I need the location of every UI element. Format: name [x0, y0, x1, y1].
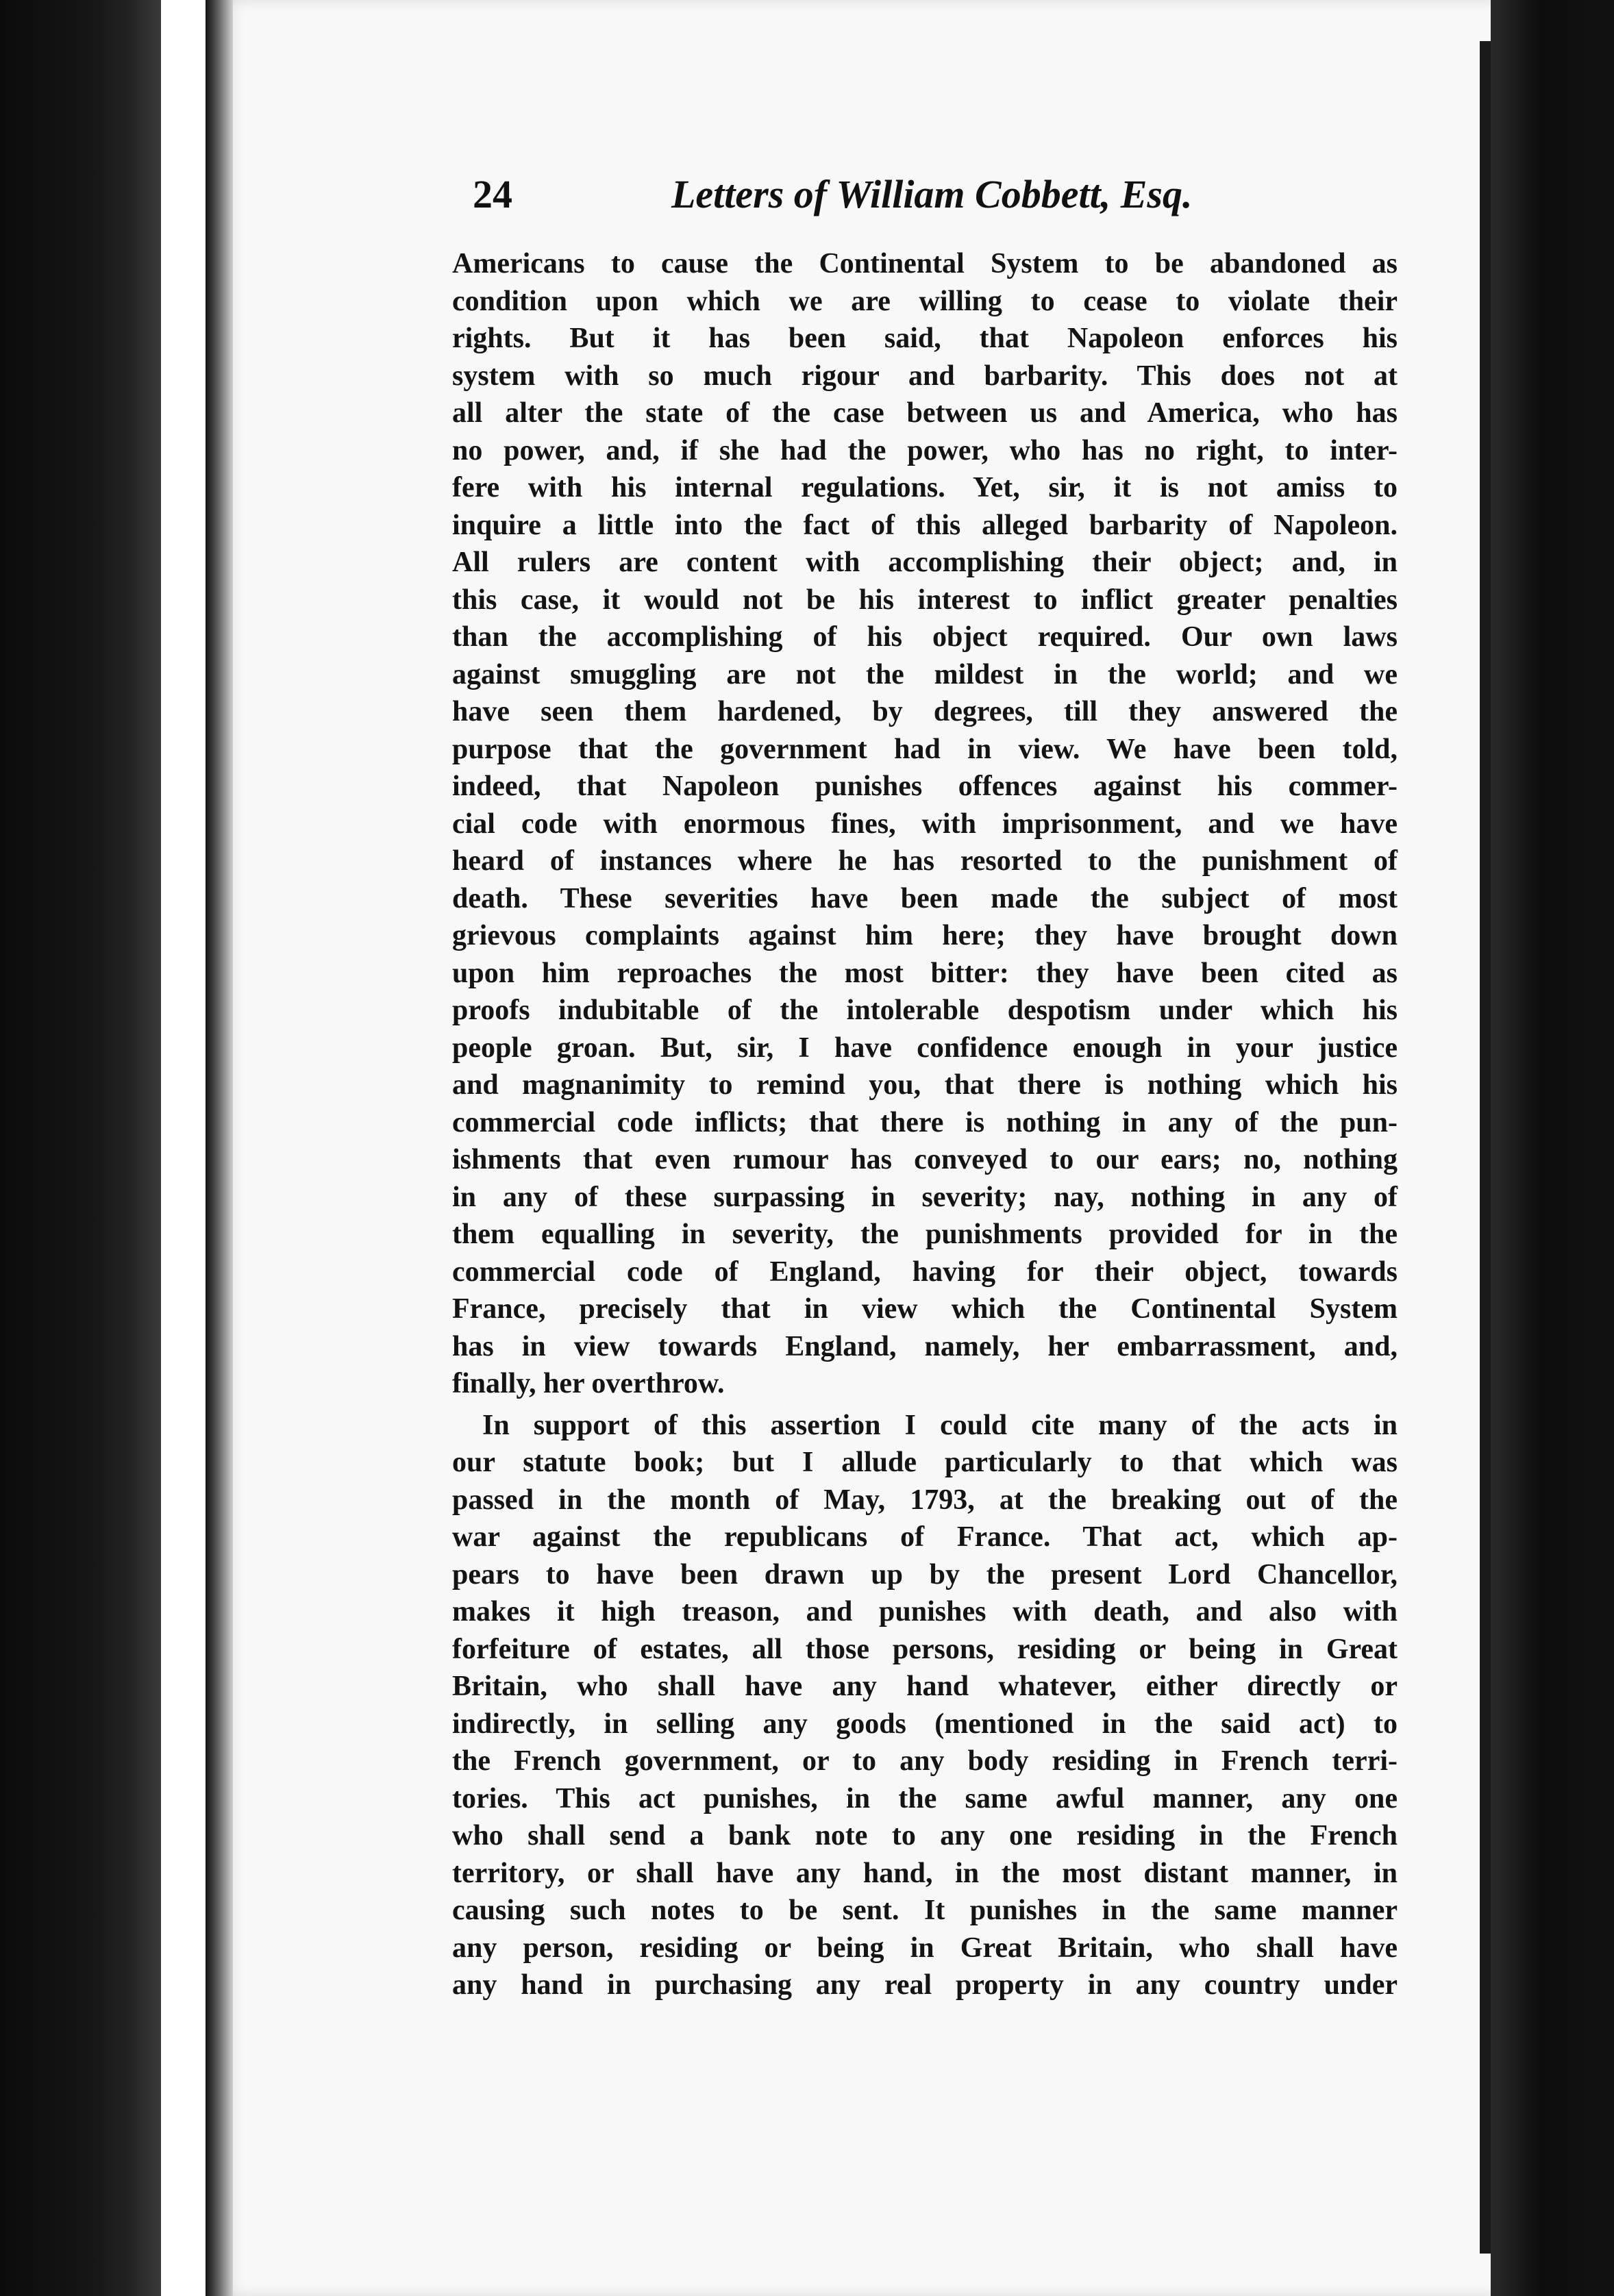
text-line: has in view towards England, namely, her embarrassment, and,: [452, 1330, 1398, 1362]
text-line: forfeiture of estates, all those persons, residing or being in Great: [452, 1633, 1398, 1665]
text-line: indeed, that Napoleon punishes offences against his commer-: [452, 771, 1398, 802]
text-line: finally, her overthrow.: [452, 1368, 725, 1399]
page-number: 24: [473, 172, 512, 216]
text-line: inquire a little into the fact of this alleged barbarity of Napoleon.: [452, 509, 1398, 541]
text-line: cial code with enormous fines, with imprisonment, and we have: [452, 808, 1398, 840]
text-line: Americans to cause the Continental System to be abandoned as: [452, 248, 1398, 279]
text-line: fere with his internal regulations. Yet, sir, it is not amiss to: [452, 472, 1398, 503]
text-line: proofs indubitable of the intolerable despotism under which his: [452, 995, 1398, 1026]
text-line: our statute book; but I allude particularly to that which was: [452, 1447, 1398, 1478]
text-line: upon him reproaches the most bitter: they have been cited as: [452, 957, 1398, 989]
text-line: any person, residing or being in Great Britain, who shall have: [452, 1932, 1398, 1964]
text-line: causing such notes to be sent. It punishes in the same manner: [452, 1895, 1398, 1926]
text-line: the French government, or to any body residing in French terri-: [452, 1745, 1398, 1777]
text-line: in any of these surpassing in severity; nay, nothing in any of: [452, 1181, 1398, 1213]
page-torn-edge: [206, 0, 233, 2296]
text-line: grievous complaints against him here; they have brought down: [452, 920, 1398, 951]
body-text: [452, 245, 1398, 2004]
paragraph-1: [452, 245, 1398, 1403]
text-line: France, precisely that in view which the Continental System: [452, 1293, 1398, 1325]
text-line: no power, and, if she had the power, who has no right, to inter-: [452, 434, 1398, 466]
text-line: commercial code inflicts; that there is nothing in any of the pun-: [452, 1106, 1398, 1138]
running-header: [473, 171, 1404, 226]
text-line: All rulers are content with accomplishing their object; and, in: [452, 547, 1398, 578]
text-line: people groan. But, sir, I have confidence enough in your justice: [452, 1032, 1398, 1064]
text-line: any hand in purchasing any real property in any country under: [452, 1969, 1398, 2001]
text-line: passed in the month of May, 1793, at the breaking out of the: [452, 1484, 1398, 1516]
text-line: Britain, who shall have any hand whatever, either directly or: [452, 1671, 1398, 1702]
text-line: indirectly, in selling any goods (mentioned in the said act) to: [452, 1708, 1398, 1740]
text-line: commercial code of England, having for their object, towards: [452, 1256, 1398, 1288]
scan-left-margin: [0, 0, 161, 2296]
text-line: war against the republicans of France. That act, which ap-: [452, 1521, 1398, 1553]
text-line: and magnanimity to remind you, that there is nothing which his: [452, 1069, 1398, 1101]
text-line: rights. But it has been said, that Napoleon enforces his: [452, 323, 1398, 354]
running-title: Letters of William Cobbett, Esq.: [671, 172, 1193, 216]
text-line: condition upon which we are willing to cease to violate their: [452, 285, 1398, 317]
text-line: makes it high treason, and punishes with death, and also with: [452, 1596, 1398, 1627]
text-line: ishments that even rumour has conveyed to our ears; no, nothing: [452, 1144, 1398, 1175]
text-line: purpose that the government had in view. We have been told,: [452, 733, 1398, 765]
paragraph-2: [452, 1407, 1398, 2004]
text-line: system with so much rigour and barbarity. This does not at: [452, 360, 1398, 392]
text-line: territory, or shall have any hand, in the most distant manner, in: [452, 1857, 1398, 1889]
text-line: In support of this assertion I could cite many of the acts in: [482, 1409, 1398, 1441]
text-line: who shall send a bank note to any one residing in the French: [452, 1820, 1398, 1851]
text-line: this case, it would not be his interest to inflict greater penalties: [452, 584, 1398, 616]
text-line: tories. This act punishes, in the same awful manner, any one: [452, 1782, 1398, 1814]
text-line: than the accomplishing of his object required. Our own laws: [452, 621, 1398, 653]
text-line: them equalling in severity, the punishments provided for in the: [452, 1219, 1398, 1250]
text-line: death. These severities have been made the subject of most: [452, 882, 1398, 914]
scan-right-margin: [1491, 0, 1614, 2296]
text-line: have seen them hardened, by degrees, till they answered the: [452, 696, 1398, 727]
text-line: against smuggling are not the mildest in the world; and we: [452, 658, 1398, 690]
text-line: pears to have been drawn up by the present Lord Chancellor,: [452, 1558, 1398, 1590]
text-line: all alter the state of the case between us and America, who has: [452, 397, 1398, 429]
text-line: heard of instances where he has resorted to the punishment of: [452, 845, 1398, 877]
